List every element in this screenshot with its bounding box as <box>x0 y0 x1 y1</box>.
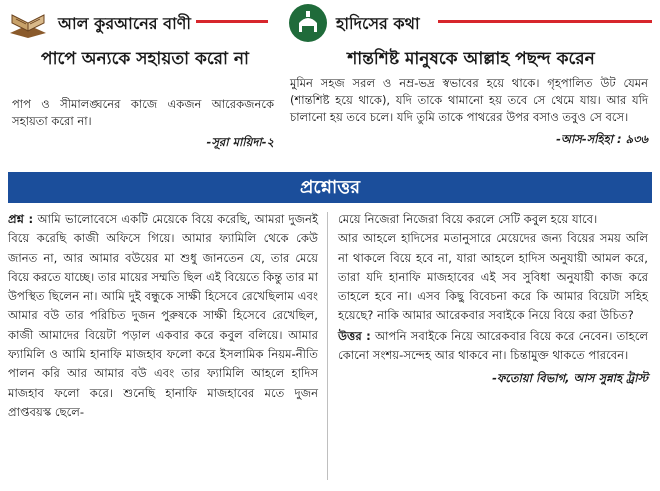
quran-book-icon <box>6 5 50 39</box>
quran-source: -সূরা মায়িদা-২ <box>206 135 274 149</box>
question-column-right <box>338 210 648 389</box>
hadith-header-rule <box>438 20 652 23</box>
quran-body: পাপ ও সীমালঙ্ঘনের কাজে একজন আরেকজনকে সহায়তা করো না। <box>12 97 274 128</box>
fatwa-signature: -ফতোয়া বিভাগ, আস সুন্নাহ ট্রাস্ট <box>492 371 648 386</box>
qa-title: প্রশ্নোত্তর <box>300 177 360 198</box>
mosque-icon <box>288 3 328 43</box>
quran-section-label: আল কুরআনের বাণী <box>58 14 191 33</box>
question-label: প্রশ্ন : <box>8 212 34 226</box>
hadith-body: মুমিন সহজ সরল ও নম্র-ভদ্র স্বভাবের হয়ে থাকে। গৃহপালিত উট যেমন (শান্তশিষ্ট হয়ে থাকে), যদি তাকে থামানো হয় তবে সে থেমে যায়। আর যদি চালানো হয় তবে চলে। যদি তুমি তাকে পাথরের উপর বসাও তবুও সে বসে। <box>290 76 648 124</box>
question-ahle-hadith: আর আহলে হাদিসের মতানুসারে মেয়েদের জন্য বিয়ের সময় অলি না থাকলে বিয়ে হবে না, যারা আহলে হাদিস অনুযায়ী আমল করে, তারা যদি হানাফি মাজহাবের এই সব সুবিধা অনুযায়ী কাজ করে তাহলে হবে না। এসব কিছু বিবেচনা করে কি আমার বিয়েটা সহিহ হয়েছে? নাকি আমার আরেকবার সবাইকে নিয়ে বিয়ে করা উচিত? <box>338 231 648 323</box>
quran-headline: পাপে অন্যকে সহায়তা করো না <box>41 49 249 69</box>
hadith-section-label: হাদিসের কথা <box>336 14 420 33</box>
answer-label: উত্তর : <box>338 328 371 343</box>
hadith-source: -আস-সহিহা : ৯৩৬ <box>556 132 648 146</box>
answer-text: আপনি সবাইকে নিয়ে আরেকবার বিয়ে করে নেবেন। তাহলে কোনো সংশয়-সন্দেহ আর থাকবে না। চিন্তামুক্ত থাকতে পারবেন। <box>338 328 649 363</box>
qa-banner <box>8 172 652 203</box>
question-continued: মেয়ে নিজেরা নিজেরা বিয়ে করলে সেটি কবুল হয়ে যাবে। <box>338 212 598 226</box>
question-column-left <box>8 210 318 422</box>
quran-header-rule <box>196 20 268 23</box>
question-text: আমি ভালোবেসে একটি মেয়েকে বিয়ে করেছি, আমরা দুজনই বিয়ে করেছি কাজী অফিসে গিয়ে। আমার ফ্যামিলি থেকে কেউ জানত না, আর আমার বউয়ের মা শুধু জানতেন যে, তার মেয়ে বিয়ে করতে যাচ্ছে। তার মায়ের সম্মতি ছিল এই বিয়েতে কিন্তু তার মা উপস্থিত ছিলেন না। আমি দুই বন্ধুকে সাক্ষী হিসেবে রেখেছিলাম এবং আমার বউ তার পরিচিত দুজন পুরুষকে সাক্ষী হিসেবে রেখেছিল, কাজী আমাদের বিয়েটা পড়াল একবার করে কবুল বলিয়ে। আমার ফ্যামিলি ও আমি হানাফি মাজহাব ফলো করে ইসলামিক নিয়ম-নীতি পালন করি আর আমার বউ এবং তার ফ্যামিলি আহলে হাদিস মাজহাব ফলো করে। শুনেছি হানাফি মাজহাবের মতে দুজন প্রাপ্তবয়স্ক ছেলে- <box>8 212 319 419</box>
column-divider <box>327 212 328 480</box>
hadith-headline: শান্তশিষ্ট মানুষকে আল্লাহ পছন্দ করেন <box>347 49 595 69</box>
